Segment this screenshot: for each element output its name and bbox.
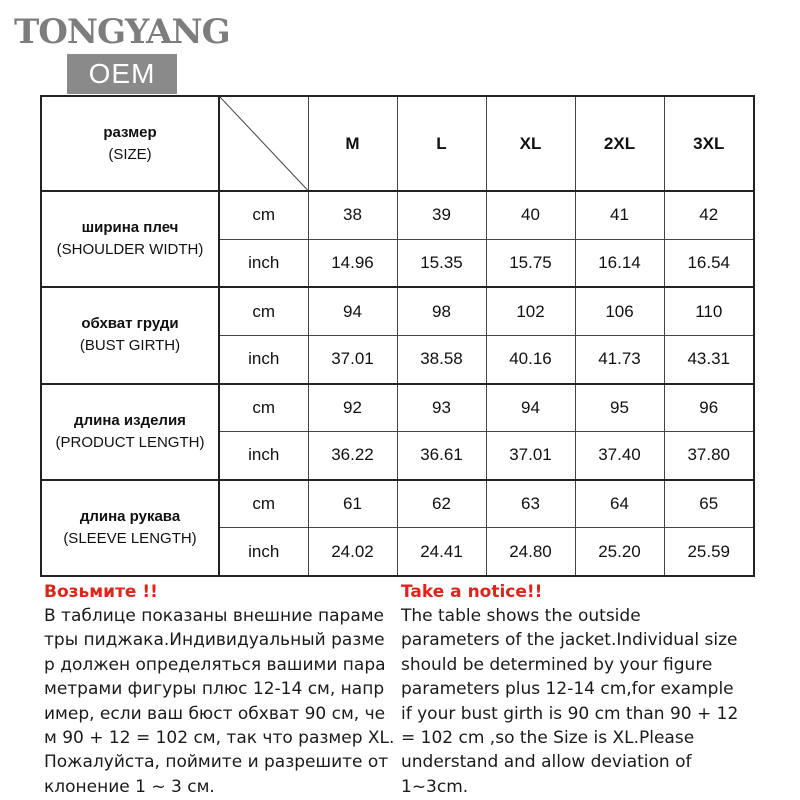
shoulder-width-cm-row (41, 191, 754, 239)
notice-line: м 90 + 12 = 102 см, так что размер XL. (44, 728, 395, 749)
unit-cell: inch (219, 528, 308, 576)
size-header-label (41, 96, 219, 191)
size-M: M (308, 96, 397, 191)
notice-line: Пожалуйста, поймите и разрешите от (44, 752, 389, 773)
notice-line: should be determined by your figure (401, 654, 713, 675)
group-label-ru: обхват груди (81, 315, 179, 333)
value-cell: 36.22 (308, 432, 397, 480)
sleeve-length-label (41, 480, 219, 576)
value-cell: 37.01 (486, 432, 575, 480)
brand-oem-badge: OEM (67, 54, 177, 94)
notice-line: клонение 1 ~ 3 см. (44, 776, 215, 797)
unit-cell: cm (219, 480, 308, 528)
unit-cell: inch (219, 335, 308, 383)
value-cell: 16.14 (575, 239, 664, 287)
size-header-row (41, 96, 754, 191)
value-cell: 102 (486, 287, 575, 335)
notice-line: В таблице показаны внешние параме (44, 606, 385, 626)
diagonal-line (220, 97, 308, 190)
value-cell: 38 (308, 191, 397, 239)
notice-ru (44, 580, 396, 799)
bust-girth-cm-row (41, 287, 754, 335)
value-cell: 95 (575, 384, 664, 432)
value-cell: 98 (397, 287, 486, 335)
brand-logo (14, 10, 230, 89)
unit-cell: cm (219, 191, 308, 239)
notice-title-ru: Возьмите !! (44, 582, 158, 602)
value-cell: 64 (575, 480, 664, 528)
value-cell: 25.59 (664, 528, 754, 576)
size-label-en: (SIZE) (108, 145, 152, 163)
value-cell: 37.01 (308, 335, 397, 383)
value-cell: 42 (664, 191, 754, 239)
notice-line: parameters of the jacket.Individual size (401, 630, 738, 651)
shoulder-width-label (41, 191, 219, 287)
value-cell: 15.35 (397, 239, 486, 287)
notice-line: 1~3cm. (401, 776, 469, 797)
notice-line: имер, если ваш бюст обхват 90 см, че (44, 703, 386, 724)
unit-cell: inch (219, 432, 308, 480)
unit-cell: inch (219, 239, 308, 287)
sleeve-length-cm-row (41, 480, 754, 528)
size-3XL: 3XL (664, 96, 754, 191)
value-cell: 38.58 (397, 335, 486, 383)
notice-line: р должен определяться вашими пара (44, 654, 386, 675)
notice-line: метрами фигуры плюс 12-14 см, напр (44, 679, 385, 700)
product-length-label (41, 384, 219, 480)
value-cell: 24.80 (486, 528, 575, 576)
notice-line: parameters plus 12-14 cm,for example (401, 679, 734, 700)
size-table (40, 95, 755, 577)
value-cell: 96 (664, 384, 754, 432)
notice-line: understand and allow deviation of (401, 752, 692, 773)
group-label-ru: длина изделия (74, 411, 186, 429)
size-L: L (397, 96, 486, 191)
group-label-en: (SHOULDER WIDTH) (56, 241, 204, 259)
value-cell: 24.41 (397, 528, 486, 576)
notice-line: = 102 cm ,so the Size is XL.Please (401, 728, 695, 749)
value-cell: 41 (575, 191, 664, 239)
value-cell: 110 (664, 287, 754, 335)
value-cell: 24.02 (308, 528, 397, 576)
group-label-ru: ширина плеч (81, 219, 179, 237)
notice-title-en: Take a notice!! (401, 582, 543, 602)
value-cell: 40.16 (486, 335, 575, 383)
notice-line: тры пиджака.Индивидуальный разме (44, 630, 385, 651)
notice-line: if your bust girth is 90 cm than 90 + 12 (401, 703, 739, 724)
value-cell: 92 (308, 384, 397, 432)
value-cell: 65 (664, 480, 754, 528)
size-label-ru: размер (103, 123, 157, 141)
notice-line: The table shows the outside (401, 606, 641, 626)
value-cell: 41.73 (575, 335, 664, 383)
unit-cell: cm (219, 384, 308, 432)
value-cell: 16.54 (664, 239, 754, 287)
value-cell: 36.61 (397, 432, 486, 480)
value-cell: 106 (575, 287, 664, 335)
diagonal-cell (219, 96, 308, 191)
value-cell: 43.31 (664, 335, 754, 383)
group-label-en: (BUST GIRTH) (79, 337, 181, 355)
value-cell: 25.20 (575, 528, 664, 576)
size-XL: XL (486, 96, 575, 191)
notice-en (401, 580, 761, 799)
unit-cell: cm (219, 287, 308, 335)
value-cell: 94 (486, 384, 575, 432)
value-cell: 62 (397, 480, 486, 528)
group-label-ru: длина рукава (79, 507, 181, 525)
value-cell: 93 (397, 384, 486, 432)
size-2XL: 2XL (575, 96, 664, 191)
value-cell: 94 (308, 287, 397, 335)
bust-girth-label (41, 287, 219, 383)
value-cell: 15.75 (486, 239, 575, 287)
value-cell: 39 (397, 191, 486, 239)
value-cell: 14.96 (308, 239, 397, 287)
group-label-en: (SLEEVE LENGTH) (63, 529, 197, 547)
group-label-en: (PRODUCT LENGTH) (55, 433, 205, 451)
value-cell: 37.40 (575, 432, 664, 480)
product-length-cm-row (41, 384, 754, 432)
value-cell: 40 (486, 191, 575, 239)
brand-name: TONGYANG (14, 12, 230, 52)
value-cell: 37.80 (664, 432, 754, 480)
value-cell: 61 (308, 480, 397, 528)
value-cell: 63 (486, 480, 575, 528)
